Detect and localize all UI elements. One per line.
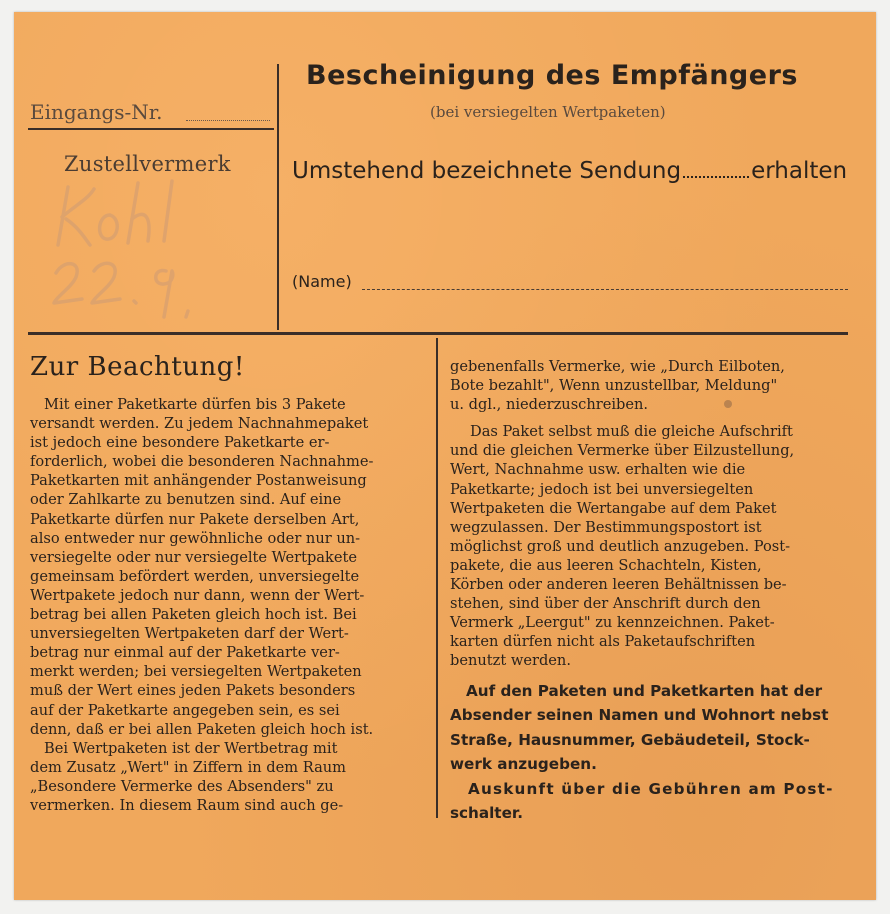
notice-line: Paketkarte dürfen nur Pakete derselben Art, [30, 510, 360, 528]
notice-line: gebenenfalls Vermerke, wie „Durch Eilboten, [450, 358, 785, 375]
notice-line: Paketkarte; jedoch ist bei unversiegelten [450, 480, 754, 498]
notice-line: muß der Wert eines jeden Pakets besonders [30, 682, 356, 700]
notice-line: Körben oder anderen leeren Behältnissen be- [450, 576, 787, 594]
notice-line: stehen, sind über der Anschrift durch den [450, 595, 761, 613]
notice-line: u. dgl., niederzuschreiben. [450, 396, 649, 414]
notice-line: gemeinsam befördert werden, unversiegelte [30, 567, 360, 585]
handwritten-delivery-note [48, 175, 248, 325]
notice-line: oder Zahlkarte zu benutzen sind. Auf eine [30, 491, 342, 509]
recipient-certificate-subtitle: (bei versiegelten Wertpaketen) [430, 103, 666, 121]
notice-line: Mit einer Paketkarte dürfen bis 3 Pakete [44, 396, 346, 413]
receipt-statement-text: Umstehend bezeichnete Sendung [292, 158, 682, 184]
ink-smudge [724, 400, 732, 408]
top-vertical-divider [277, 64, 279, 330]
notice-bold-line: Absender seinen Namen und Wohnort nebst [450, 706, 829, 724]
notice-line: merkt werden; bei versiegelten Wertpaketen [30, 663, 362, 681]
notice-line: Das Paket selbst muß die gleiche Aufschrift [470, 423, 793, 441]
notice-line: Wertpaketen die Wertangabe auf dem Paket [450, 499, 777, 517]
notice-title: Zur Beachtung! [30, 352, 245, 382]
notice-line: vermerken. In diesem Raum sind auch ge- [30, 796, 344, 814]
notice-bold-line: schalter. [450, 804, 523, 822]
notice-line: unversiegelten Wertpaketen darf der Wert- [30, 625, 349, 643]
name-label: (Name) [292, 272, 352, 291]
notice-line: versiegelte oder nur versiegelte Wertpakete [30, 548, 357, 566]
notice-line: Wert, Nachnahme usw. erhalten wie die [450, 461, 746, 479]
receipt-statement [292, 158, 847, 184]
notice-line: benutzt werden. [450, 652, 571, 670]
zustellvermerk-label: Zustellvermerk [64, 152, 231, 176]
section-divider [28, 332, 848, 335]
notice-line: dem Zusatz „Wert" in Ziffern in dem Raum [30, 758, 347, 776]
notice-line: „Besondere Vermerke des Absenders" zu [30, 777, 334, 795]
notice-line: Bote bezahlt", Wenn unzustellbar, Meldung" [450, 377, 778, 395]
eingang-nr-label: Eingangs-Nr. [30, 100, 163, 124]
notice-line: und die gleichen Vermerke über Eilzustellung, [450, 442, 795, 460]
eingang-underline [28, 128, 274, 130]
notice-line: Paketkarten mit anhängender Postanweisung [30, 472, 367, 490]
notice-left-column [30, 395, 428, 815]
notice-bold-line: werk anzugeben. [450, 755, 597, 773]
notice-spacer [450, 414, 852, 422]
recipient-certificate-title: Bescheinigung des Empfängers [306, 60, 798, 91]
notice-line: Wertpakete jedoch nur dann, wenn der Wert- [30, 586, 365, 604]
notice-column-divider [436, 338, 438, 818]
notice-bold-line: Auf den Paketen und Paketkarten hat der [466, 681, 823, 700]
receipt-statement-end: erhalten [751, 158, 848, 184]
notice-line: betrag bei allen Paketen gleich hoch ist. Bei [30, 606, 357, 624]
notice-line: forderlich, wobei die besonderen Nachnahme- [30, 453, 374, 471]
notice-line: pakete, die aus leeren Schachteln, Kisten, [450, 556, 762, 574]
name-field [362, 289, 848, 290]
notice-line: ist jedoch eine besondere Paketkarte er- [30, 434, 330, 452]
notice-right-column [450, 357, 852, 826]
receipt-dotted-field [683, 176, 749, 178]
notice-line: versandt werden. Zu jedem Nachnahmepaket [30, 415, 369, 433]
eingang-nr-field [186, 120, 270, 121]
notice-line: auf der Paketkarte angegeben sein, es sei [30, 701, 340, 719]
notice-line: möglichst groß und deutlich anzugeben. Post- [450, 537, 791, 555]
notice-line: also entweder nur gewöhnliche oder nur un- [30, 529, 361, 547]
notice-bold-line: Auskunft über die Gebühren am Post- [468, 779, 834, 798]
notice-line: karten dürfen nicht als Paketaufschriften [450, 633, 756, 651]
notice-line: wegzulassen. Der Bestimmungspostort ist [450, 518, 762, 536]
notice-line: betrag nur einmal auf der Paketkarte ver- [30, 644, 340, 662]
notice-line: Bei Wertpaketen ist der Wertbetrag mit [44, 739, 338, 757]
notice-line: Vermerk „Leergut" zu kennzeichnen. Paket- [450, 614, 775, 632]
sender-instructions [450, 679, 852, 826]
notice-bold-line: Straße, Hausnummer, Gebäudeteil, Stock- [450, 730, 810, 749]
notice-line: denn, daß er bei allen Paketen gleich hoch ist. [30, 720, 374, 738]
